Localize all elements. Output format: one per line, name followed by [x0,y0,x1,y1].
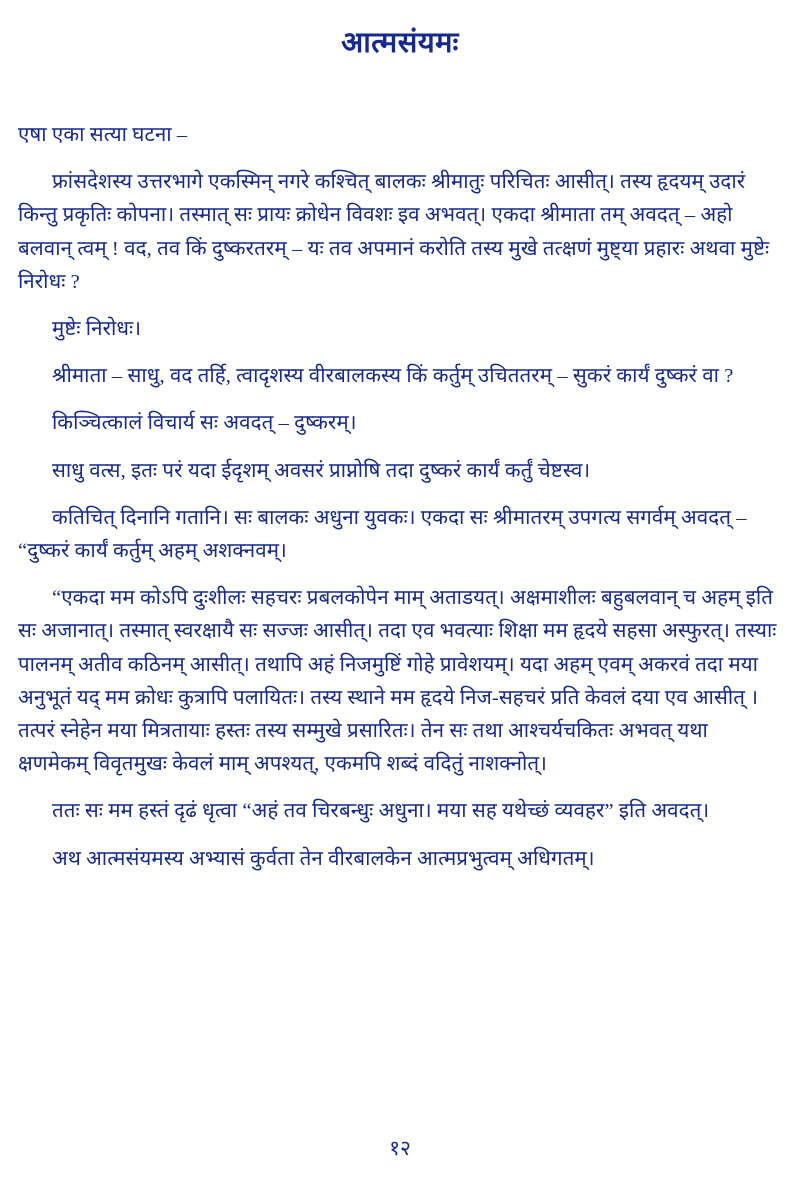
paragraph-2: मुष्टेः निरोधः। [52,318,142,341]
page-number: १२ [389,1136,411,1160]
paragraph-5: साधु वत्स, इतः परं यदा ईदृशम् अवसरं प्राप्नोषि तदा दुष्करं कार्यं कर्तुं चेष्टस्व। [52,459,591,482]
paragraph-9: अथ आत्मसंयमस्य अभ्यासं कुर्वता तेन वीरबालकेन आत्मप्रभुत्वम् अधिगतम्। [52,847,595,870]
document-body [18,119,782,876]
page-title: आत्मसंयमः [341,27,459,59]
paragraph-8: ततः सः मम हस्तं दृढं धृत्वा “अहं तव चिरबन्धुः अधुना। मया सह यथेच्छं व्यवहर” इति अवदत्। [52,800,710,823]
paragraph-6: कतिचित् दिनानि गतानि। सः बालकः अधुना युवकः। एकदा सः श्रीमातरम् उपगत्य सगर्वम् अवदत् – “दुष्करं कार्यं कर्तुम् अहम् अशक्नवम्। [18,506,747,563]
document-page [0,22,800,1180]
paragraph-4: किञ्चित्कालं विचार्य सः अवदत् – दुष्करम्। [52,412,357,435]
paragraph-intro: एषा एका सत्या घटना – [18,124,188,146]
paragraph-3: श्रीमाता – साधु, वद तर्हि, त्वादृशस्य वीरबालकस्य किं कर्तुम् उचिततरम् – सुकरं कार्यं दुष्करं वा ? [52,365,734,388]
paragraph-1: फ्रांसदेशस्य उत्तरभागे एकस्मिन् नगरे कश्चित् बालकः श्रीमातुः परिचितः आसीत्। तस्य हृदयम् उदारं किन्तु प्रकृतिः कोपना। तस्मात् सः प्रायः क्रोधेन विवशः इव अभवत्। एकदा श्रीमाता तम् अवदत् – अहो बलवान् त्वम् ! वद, तव किं दुष्करतरम् – यः तव अपमानं करोति तस्य मुखे तत्क्षणं मुष्ट्या प्रहारः अथवा मुष्टेः निरोधः ? [18,171,770,293]
paragraph-7: “एकदा मम कोऽपि दुःशीलः सहचरः प्रबलकोपेन माम् अताडयत्। अक्षमाशीलः बहुबलवान् च अहम् इति सः अजानात्। तस्मात् स्वरक्षायै सः सज्जः आसीत्। तदा एव भवत्याः शिक्षा मम हृदये सहसा अस्फुरत्। तस्याः पालनम् अतीव कठिनम् आसीत्। तथापि अहं निजमुष्टिं गोहे प्रावेशयम्। यदा अहम् एवम् अकरवं तदा मया अनुभूतं यद् मम क्रोधः कुत्रापि पलायितः। तस्य स्थाने मम हृदये निज-सहचरं प्रति केवलं दया एव आसीत् । तत्परं स्नेहेन मया मित्रतायाः हस्तः तस्य सम्मुखे प्रसारितः। तेन सः तथा आश्चर्यचकितः अभवत् यथा क्षणमेकम् विवृतमुखः केवलं माम् अपश्यत्, एकमपि शब्दं वदितुं नाशक्नोत्। [18,587,777,776]
